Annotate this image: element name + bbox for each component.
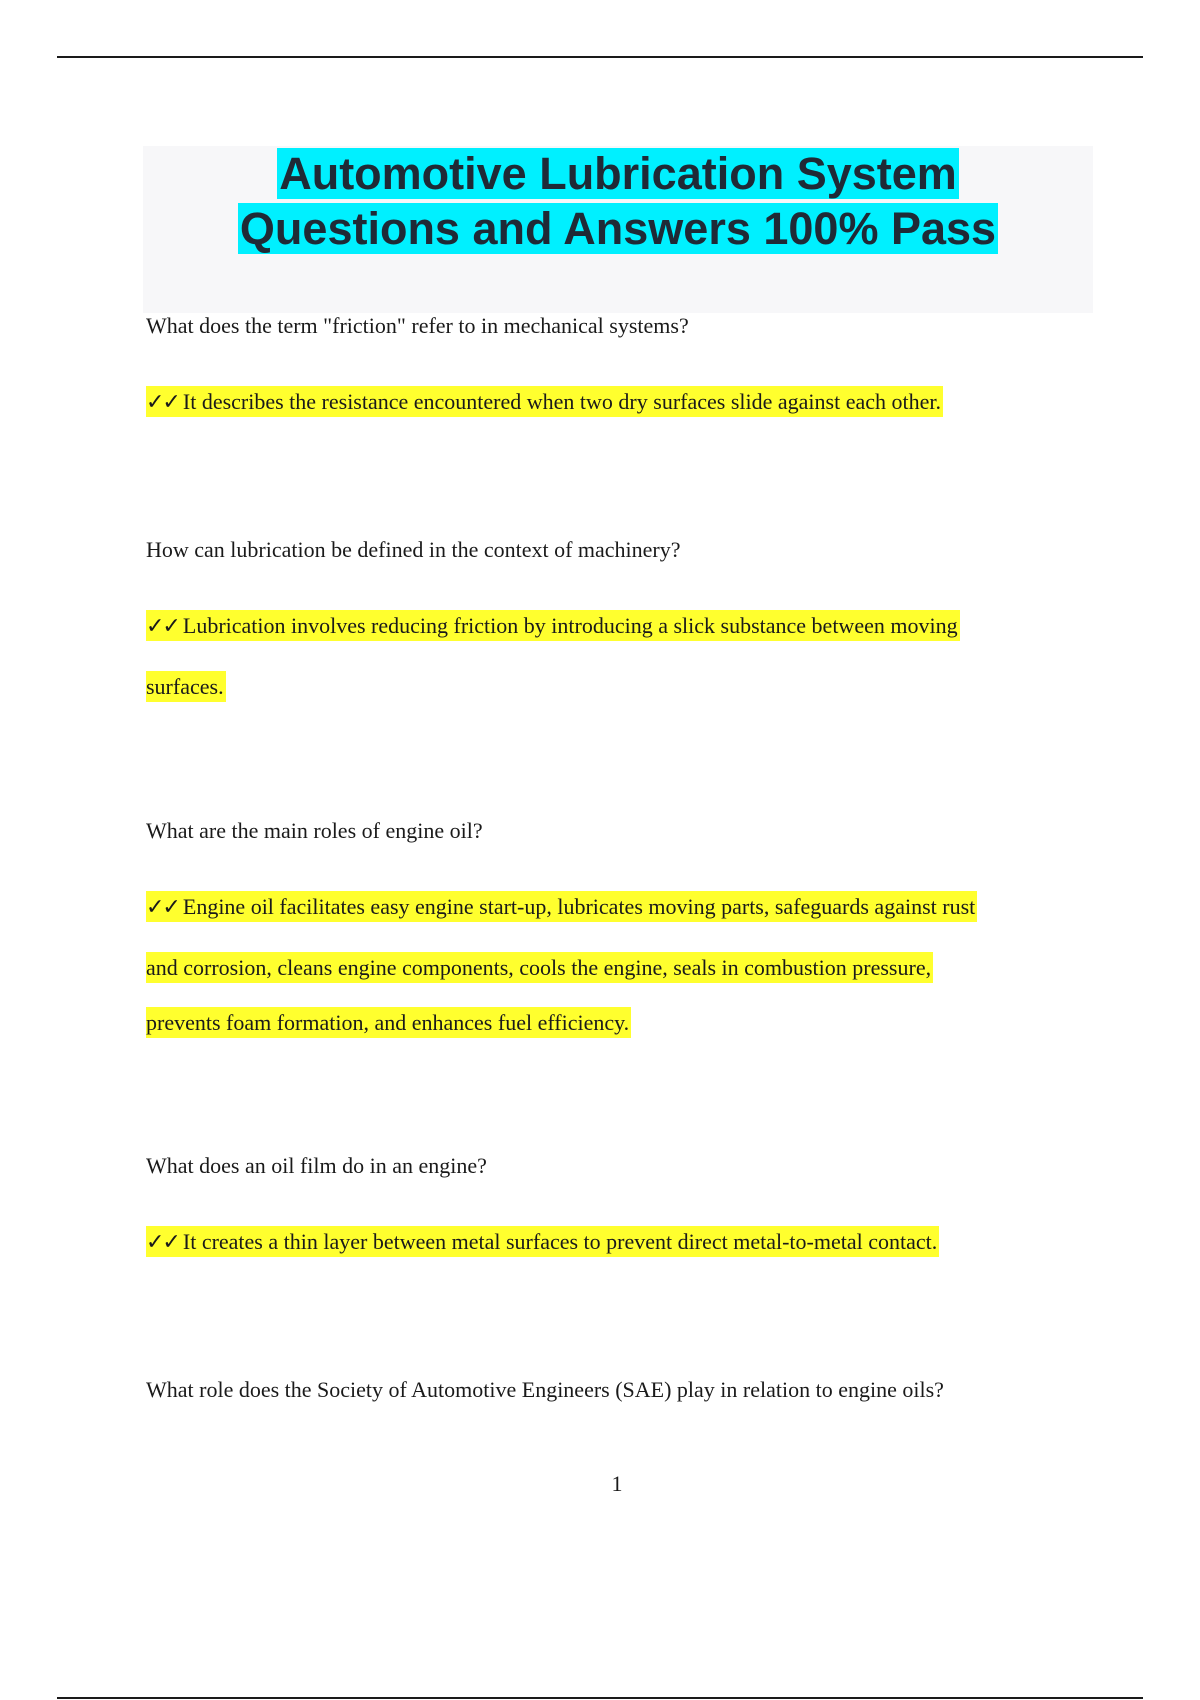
check-mark-icon: ✓✓ [146,895,179,920]
title-banner [143,146,1093,313]
question-4: What does an oil film do in an engine? [146,1153,487,1178]
header-rule [57,56,1143,58]
title-line-1: Automotive Lubrication System [279,148,957,199]
answer-3-text-2: and corrosion, cleans engine components, cools the engine, seals in combustion pressure, [146,955,932,980]
answer-2-text-2: surfaces. [146,674,224,699]
answer-3-text-3: prevents foam formation, and enhances fuel efficiency. [146,1010,630,1035]
check-mark-icon: ✓✓ [146,1230,179,1255]
answer-2-text-1: Lubrication involves reducing friction by introducing a slick substance between moving [182,613,958,638]
footer-rule [57,1697,1143,1699]
answer-3-line-2 [146,954,933,982]
answer-2-line-1 [146,612,960,641]
answer-3-line-1 [146,893,977,922]
document-title [143,146,1093,256]
answer-2-line-2 [146,673,226,701]
answer-1-line-1 [146,388,943,417]
answer-1-text: It describes the resistance encountered when two dry surfaces slide against each other. [182,389,941,414]
check-mark-icon: ✓✓ [146,614,179,639]
answer-4-text: It creates a thin layer between metal surfaces to prevent direct metal-to-metal contact. [182,1229,938,1254]
answer-3-text-1: Engine oil facilitates easy engine start-up, lubricates moving parts, safeguards against rust [182,894,976,919]
page-number: 1 [611,1471,623,1496]
title-line-2: Questions and Answers 100% Pass [239,203,997,254]
question-2: How can lubrication be defined in the context of machinery? [146,537,681,562]
check-mark-icon: ✓✓ [146,390,179,415]
answer-3-line-3 [146,1009,631,1037]
question-3: What are the main roles of engine oil? [146,818,483,843]
answer-4-line-1 [146,1228,939,1257]
question-1: What does the term "friction" refer to in mechanical systems? [146,313,689,338]
question-5: What role does the Society of Automotive Engineers (SAE) play in relation to engine oils? [146,1377,944,1402]
